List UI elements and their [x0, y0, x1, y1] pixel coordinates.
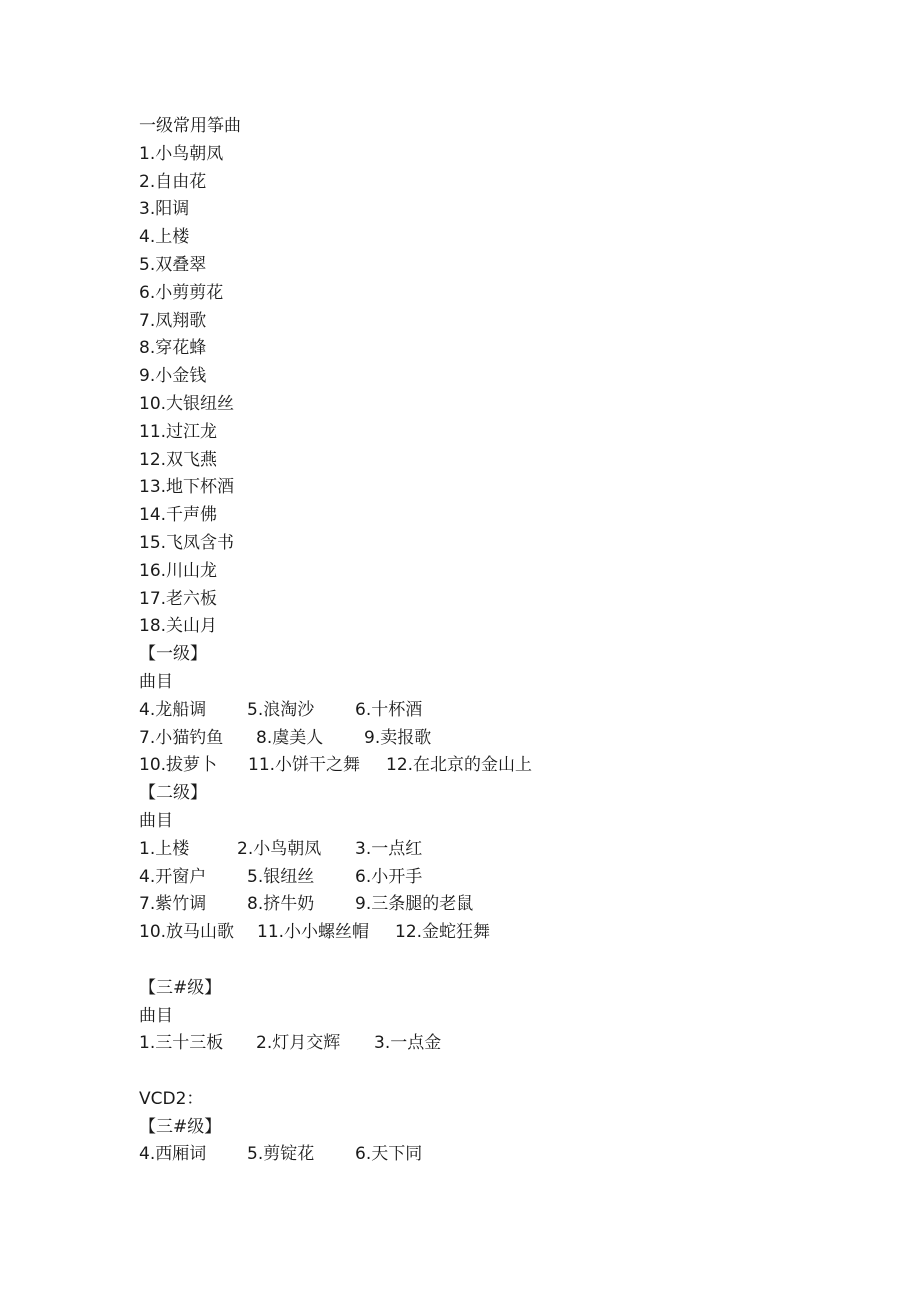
song-item: 12.在北京的金山上 — [386, 755, 533, 776]
song-item: 9.三条腿的老鼠 — [355, 894, 474, 915]
song-item: 2.灯月交辉 — [256, 1033, 341, 1054]
song-item: 4.龙船调 — [139, 699, 207, 720]
list-item: 3.阳调 — [139, 199, 190, 220]
level1-row — [139, 697, 839, 725]
level1-heading: 【一级】 — [139, 644, 207, 665]
spacer — [139, 1058, 839, 1086]
level1-row — [139, 752, 839, 780]
list-item: 13.地下杯酒 — [139, 477, 235, 498]
list-item: 14.千声佛 — [139, 505, 218, 526]
level3-label: 曲目 — [139, 1005, 173, 1026]
level2-row — [139, 891, 839, 919]
song-item: 1.上楼 — [139, 838, 190, 859]
level2-row — [139, 836, 839, 864]
song-list — [139, 141, 839, 641]
level1-label: 曲目 — [139, 671, 173, 692]
level2-row — [139, 864, 839, 892]
level2-row — [139, 919, 839, 947]
document-title: 一级常用筝曲 — [139, 116, 241, 136]
vcd2-label: VCD2： — [139, 1088, 204, 1109]
song-item: 7.小猫钓鱼 — [139, 727, 224, 748]
list-item: 8.穿花蜂 — [139, 338, 207, 359]
list-item: 10.大银纽丝 — [139, 393, 235, 414]
song-item: 4.西厢词 — [139, 1144, 207, 1165]
song-item: 4.开窗户 — [139, 866, 207, 887]
song-item: 8.虞美人 — [256, 727, 324, 748]
list-item: 11.过江龙 — [139, 421, 218, 442]
list-item: 15.飞凤含书 — [139, 532, 235, 553]
song-item: 11.小饼干之舞 — [248, 755, 361, 776]
list-item: 7.凤翔歌 — [139, 310, 207, 331]
list-item: 5.双叠翠 — [139, 254, 207, 275]
song-item: 7.紫竹调 — [139, 894, 207, 915]
list-item: 1.小鸟朝凤 — [139, 143, 224, 164]
song-item: 2.小鸟朝凤 — [237, 838, 322, 859]
level2-label: 曲目 — [139, 810, 173, 831]
list-item: 9.小金钱 — [139, 366, 207, 387]
song-item: 10.拔萝卜 — [139, 755, 218, 776]
list-item: 16.川山龙 — [139, 560, 218, 581]
song-item: 10.放马山歌 — [139, 922, 235, 943]
list-item: 18.关山月 — [139, 616, 218, 637]
song-item: 6.十杯酒 — [355, 699, 423, 720]
song-item: 9.卖报歌 — [364, 727, 432, 748]
song-item: 3.一点红 — [355, 838, 423, 859]
spacer — [139, 947, 839, 975]
list-item: 12.双飞燕 — [139, 449, 218, 470]
level1-row — [139, 725, 839, 753]
level3-row — [139, 1030, 839, 1058]
song-item: 5.浪淘沙 — [247, 699, 315, 720]
vcd2-heading: 【三#级】 — [139, 1116, 222, 1137]
song-item: 11.小小螺丝帽 — [257, 922, 370, 943]
song-item: 1.三十三板 — [139, 1033, 224, 1054]
list-item: 6.小剪剪花 — [139, 282, 224, 303]
list-item: 4.上楼 — [139, 227, 190, 248]
list-item: 17.老六板 — [139, 588, 218, 609]
song-item: 8.挤牛奶 — [247, 894, 315, 915]
level2-heading: 【二级】 — [139, 783, 207, 804]
document-body — [139, 113, 839, 1169]
song-item: 6.天下同 — [355, 1144, 423, 1165]
song-item: 5.剪锭花 — [247, 1144, 315, 1165]
level3-heading: 【三#级】 — [139, 977, 222, 998]
song-item: 12.金蛇狂舞 — [395, 922, 491, 943]
song-item: 6.小开手 — [355, 866, 423, 887]
song-item: 5.银纽丝 — [247, 866, 315, 887]
vcd2-row — [139, 1141, 839, 1169]
song-item: 3.一点金 — [374, 1033, 442, 1054]
list-item: 2.自由花 — [139, 171, 207, 192]
